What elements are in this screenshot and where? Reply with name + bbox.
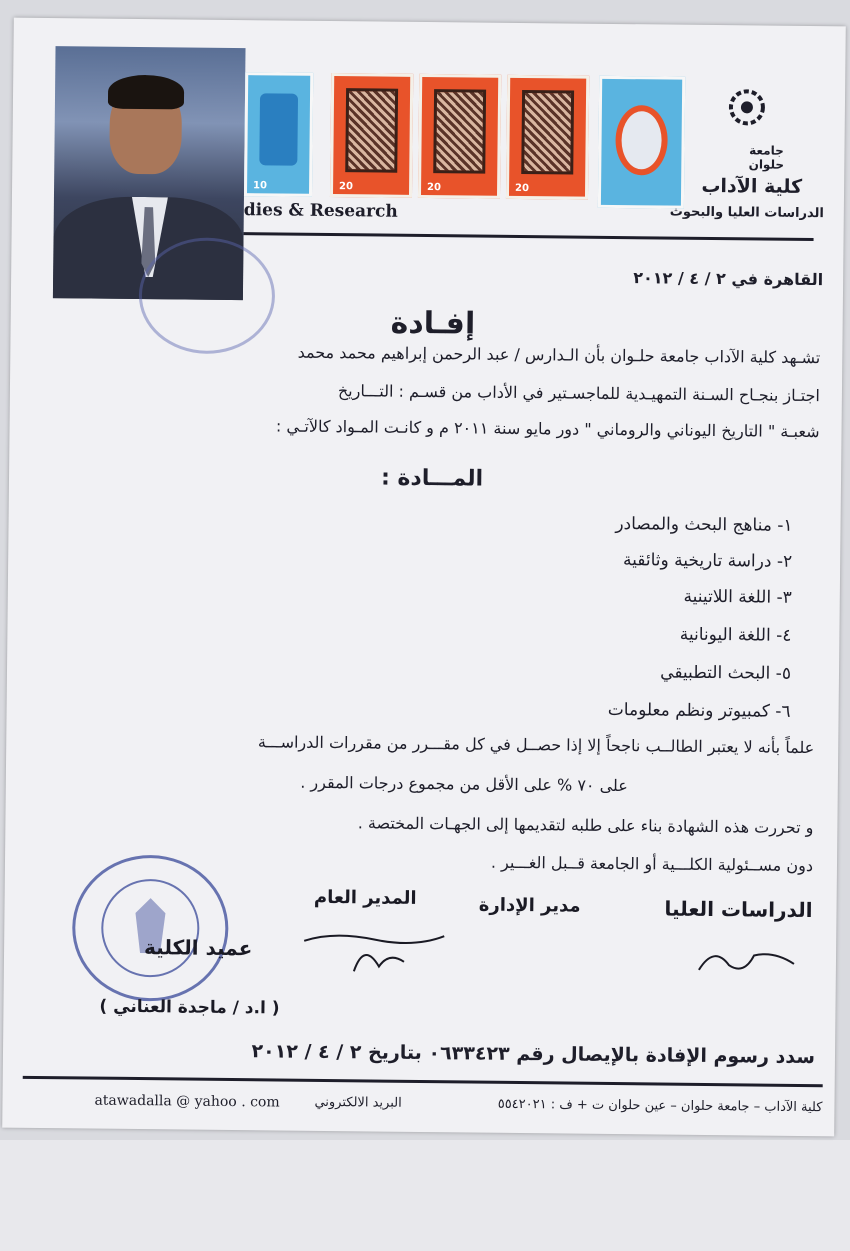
handwritten-signature — [694, 935, 805, 986]
subjects-title: المـــادة : — [380, 465, 484, 492]
note-line-3: و تحررت هذه الشهادة بناء على طلبه لتقديمها إلى الجهـات المختصة . — [357, 813, 814, 838]
background-surface — [0, 1140, 850, 1251]
dean-name: ( ا.د / ماجدة العناني ) — [99, 996, 280, 1019]
header-divider — [244, 232, 814, 241]
subject-item: ٣- اللغة اللاتينية — [683, 586, 792, 608]
subject-item: ٦- كمبيوتر ونظم معلومات — [607, 699, 791, 722]
subject-item: ٢- دراسة تاريخية وثائقية — [622, 550, 793, 572]
body-line-2: اجتـاز بنجـاح السـنة التمهيـدية للماجسـتير في الأداب من قسـم : التـــاريخ — [337, 381, 821, 406]
revenue-stamp-blue — [598, 76, 685, 209]
certificate-page — [2, 18, 846, 1137]
fee-receipt-line: سدد رسوم الإفادة بالإيصال رقم ٠٦٣٣٤٢٣ بتاريخ ٢ / ٤ / ٢٠١٢ — [251, 1040, 816, 1069]
department-name-ar: الدراسات العليا والبحوث — [669, 204, 824, 222]
department-name-en: dies & Research — [243, 200, 398, 222]
issue-date: القاهرة في ٢ / ٤ / ٢٠١٢ — [633, 268, 824, 290]
faculty-seal — [72, 854, 230, 1002]
faculty-seal — [138, 237, 275, 354]
signature-general-manager: المدير العام — [313, 886, 417, 909]
note-line-2: على ٧٠ % على الأقل من مجموع درجات المقرر . — [300, 772, 628, 796]
subject-item: ١- مناهج البحث والمصادر — [615, 514, 793, 536]
footer-divider — [23, 1076, 823, 1087]
revenue-stamp-blue: 10 — [244, 72, 313, 197]
signature-admin-manager: مدير الإدارة — [478, 894, 581, 917]
revenue-stamp-orange: 20 — [330, 73, 413, 198]
revenue-stamp-orange: 20 — [418, 74, 501, 199]
body-line-3: شعبـة " التاريخ اليوناني والروماني " دور مايو سنة ٢٠١١ م و كانـت المـواد كالآتـي : — [275, 416, 820, 442]
note-line-4: دون مســئولية الكلـــية أو الجامعة قــبل الغـــير . — [490, 852, 814, 876]
body-line-1: تشـهد كلية الآداب جامعة حلـوان بأن الـدارس / عبد الرحمن إبراهيم محمد محمد — [297, 342, 821, 368]
logo-text: جامعة حلوان — [748, 143, 785, 172]
signature-dean: عميد الكلية — [143, 935, 253, 961]
footer-email-label: البريد الالكتروني — [314, 1094, 402, 1111]
subject-item: ٤- اللغة اليونانية — [679, 624, 792, 646]
faculty-name: كلية الآداب — [701, 174, 803, 198]
signature-grad-studies: الدراسات العليا — [664, 896, 813, 923]
footer-email: atawadalla @ yahoo . com — [94, 1092, 280, 1111]
handwritten-signature — [294, 921, 455, 983]
footer-address: كلية الآداب – جامعة حلوان – عين حلوان ت + ف : ٥٥٤٢٠٢١ — [497, 1096, 823, 1116]
university-logo — [723, 85, 772, 145]
note-line-1: علماً بأنه لا يعتبر الطالــب ناجحاً إلا إذا حصــل في كل مقـــرر من مقررات الدراســـة — [257, 732, 815, 758]
subject-item: ٥- البحث التطبيقي — [660, 662, 792, 684]
document-title: إفـادة — [390, 305, 476, 342]
revenue-stamp-orange: 20 — [506, 75, 589, 200]
